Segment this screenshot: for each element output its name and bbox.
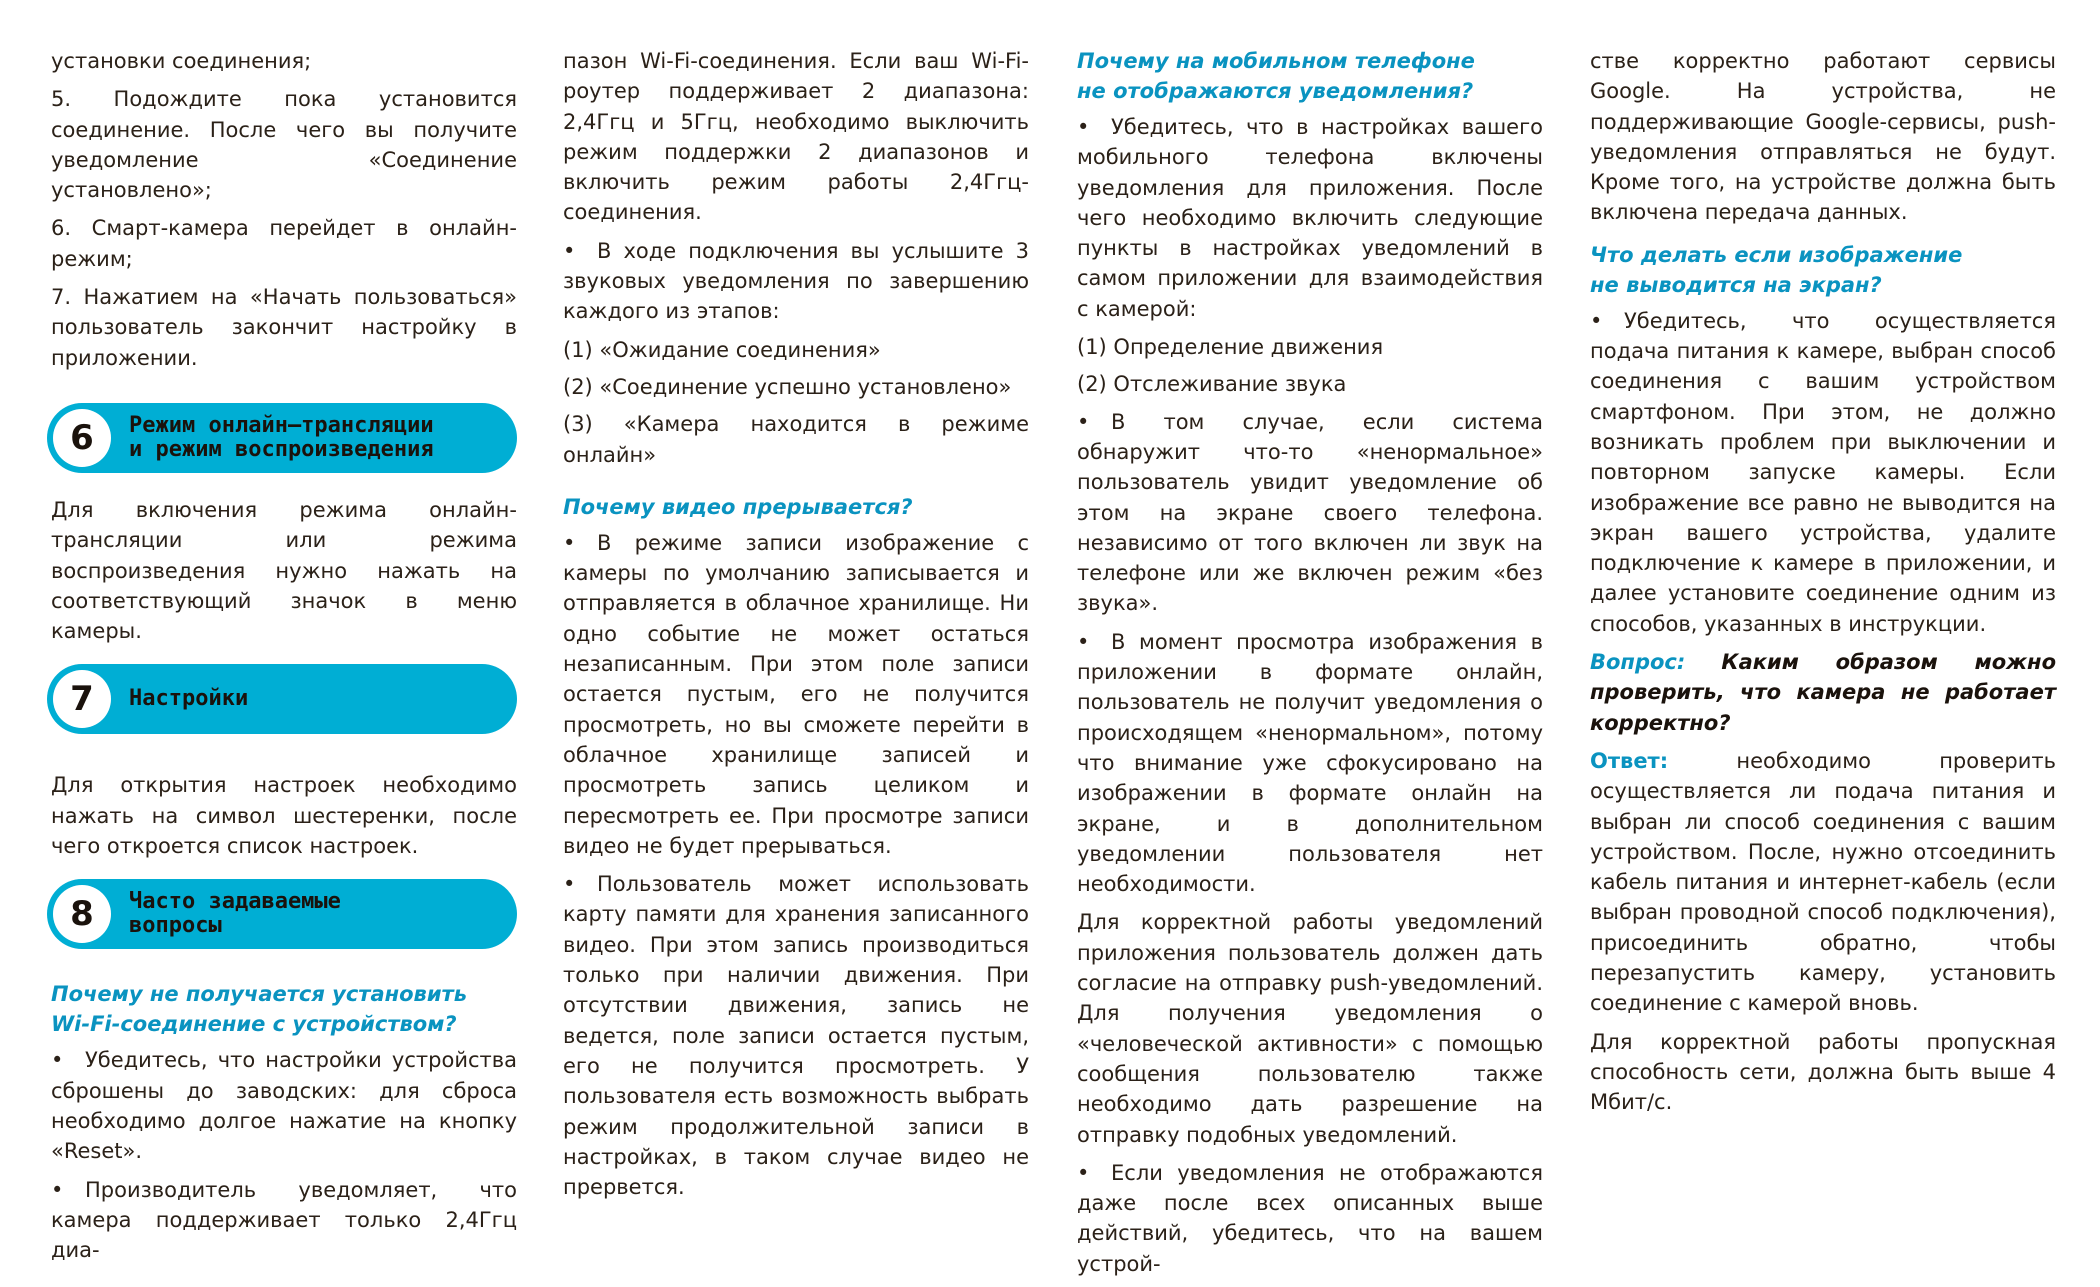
step-7: 7. Нажатием на «Начать пользоваться» пользователь закончит настройку в приложении. [51, 285, 517, 370]
stage-1: (1) «Ожидание соединения» [563, 337, 881, 362]
faq-4-bullet-1: • Убедитесь, что осуществляется подача питания к камере, выбран способ соединения с вашим устройством смартфоном. При этом, не должно возникать проблем при выключении и повторном запуске камеры. Если изображение все равно не выводится на экран вашего устройства, удалите подключение к камере в приложении, и далее установите соединение одним из способов, указанных в инструкции. [1590, 306, 2056, 639]
stage-3: (3) «Камера находится в режиме онлайн» [563, 412, 1029, 467]
question-label: Вопрос: [1590, 650, 1686, 675]
question-text: Каким образом можно проверить, что камера не работает корректно? [1590, 650, 2056, 735]
faq-3-paragraph: Для корректной работы уведомлений приложения пользователь должен дать согласие на отправку push-уведомлений. Для получения уведомления о «человеческой активности» с помощью сообщения пользователю также необходимо дать разрешение на отправку подобных уведомлений. [1077, 910, 1543, 1147]
faq-3-bullet-4-continuation: стве корректно работают сервисы Google. На устройства, не поддерживающие Google-сервисы, push-уведомления отправляться не будут. Кроме того, на устройстве должна быть включена передача данных. [1590, 49, 2056, 225]
section-7-body: Для открытия настроек необходимо нажать на символ шестеренки, после чего откроется список настроек. [51, 773, 517, 859]
section-8-number: 8 [53, 885, 111, 943]
faq-1-question: Почему не получается установить Wi-Fi-соединение с устройством? [51, 982, 468, 1037]
faq-3-bullet-4: • Если уведомления не отображаются даже после всех описанных выше действий, убедитесь, что на вашем устрой- [1077, 1158, 1543, 1279]
section-6-number: 6 [53, 409, 111, 467]
column-1 [51, 46, 517, 1273]
faq-4-question: Что делать если изображение не выводится на экран? [1590, 242, 1963, 297]
section-7-header [47, 664, 517, 734]
section-7-title: Настройки [129, 686, 249, 712]
section-8-title: Часто задаваемые вопросы [129, 889, 341, 939]
section-8-header [47, 879, 517, 949]
column-2 [563, 46, 1029, 1210]
question-block [1590, 647, 2056, 738]
step-6: 6. Смарт-камера перейдет в онлайн-режим; [51, 216, 517, 271]
faq-3-bullet-3: • В момент просмотра изображения в приложении в формате онлайн, пользователь не получит уведомления о происходящем «ненормальном», потому что внимание уже сфокусировано на изображении в формате онлайн на экране, и в дополнительном уведомлении пользователя нет необходимости. [1077, 627, 1543, 900]
answer-text: необходимо проверить осуществляется ли подача питания и выбран ли способ соединения с вашим устройством. После, нужно отсоединить кабель питания и интернет-кабель (если выбран проводной способ подключения), присоединить обратно, чтобы перезапустить камеру, установить соединение с камерой вновь. [1590, 748, 2056, 1016]
notify-item-2: (2) Отслеживание звука [1077, 372, 1347, 397]
faq-1-bullet-3: • В ходе подключения вы услышите 3 звуковых уведомления по завершению каждого из этапов: [563, 236, 1029, 327]
section-7-number: 7 [53, 670, 111, 728]
section-6-body: Для включения режима онлайн-трансляции или режима воспроизведения нужно нажать на соответствующий значок в меню камеры. [51, 497, 517, 644]
faq-1-bullet-1: • Убедитесь, что настройки устройства сброшены до заводских: для сброса необходимо долгое нажатие на кнопку «Reset». [51, 1045, 517, 1166]
section-6-header [47, 403, 517, 473]
faq-2-question: Почему видео прерывается? [563, 494, 913, 519]
faq-1-bullet-2-continuation: пазон Wi-Fi-соединения. Если ваш Wi-Fi-роутер поддерживает 2 диапазона: 2,4Ггц и 5Ггц, необходимо выключить режим поддержки 2 диапазонов и включить режим работы 2,4Ггц-соединения. [563, 49, 1029, 225]
step-4-continuation: установки соединения; [51, 49, 312, 73]
faq-1-bullet-2: • Производитель уведомляет, что камера поддерживает только 2,4Ггц диа- [51, 1175, 517, 1266]
faq-2-bullet-1: • В режиме записи изображение с камеры по умолчанию записывается и отправляется в облачное хранилище. Ни одно событие не может остаться незаписанным. При этом поле записи остается пустым, его не получится просмотреть, но вы сможете перейти в облачное хранилище записей и просмотреть запись целиком и пересмотреть ее. При просмотре записи видео не будет прерываться. [563, 528, 1029, 861]
bandwidth-note: Для корректной работы пропускная способность сети, должна быть выше 4 Мбит/с. [1590, 1029, 2056, 1115]
faq-2-bullet-2: • Пользователь может использовать карту памяти для хранения записанного видео. При этом запись производиться только при наличии движения. При отсутствии движения, запись не ведется, поле записи остается пустым, его не получится просмотреть. У пользователя есть возможность выбрать режим продолжительной записи в настройках, в таком случае видео не прервется. [563, 869, 1029, 1202]
section-6-title: Режим онлайн–трансляции и режим воспроизведения [129, 412, 434, 462]
column-4 [1590, 46, 2056, 1126]
notify-item-1: (1) Определение движения [1077, 335, 1384, 360]
step-5: 5. Подождите пока установится соединение. После чего вы получите уведомление «Соединение установлено»; [51, 87, 517, 203]
answer-block [1590, 746, 2056, 1019]
faq-3-question: Почему на мобильном телефоне не отображаются уведомления? [1077, 49, 1475, 103]
faq-3-bullet-2: • В том случае, если система обнаружит что-то «ненормальное» пользователь увидит уведомление об этом на экране своего телефона. независимо от того включен ли звук на телефоне или же включен режим «без звука». [1077, 407, 1543, 619]
answer-label: Ответ: [1590, 748, 1669, 773]
faq-3-bullet-1: • Убедитесь, что в настройках вашего мобильного телефона включены уведомления для приложения. После чего необходимо включить следующие пункты в настройках уведомлений в самом приложении для взаимодействия с камерой: [1077, 112, 1543, 324]
column-3 [1077, 46, 1543, 1287]
stage-2: (2) «Соединение успешно установлено» [563, 374, 1012, 399]
